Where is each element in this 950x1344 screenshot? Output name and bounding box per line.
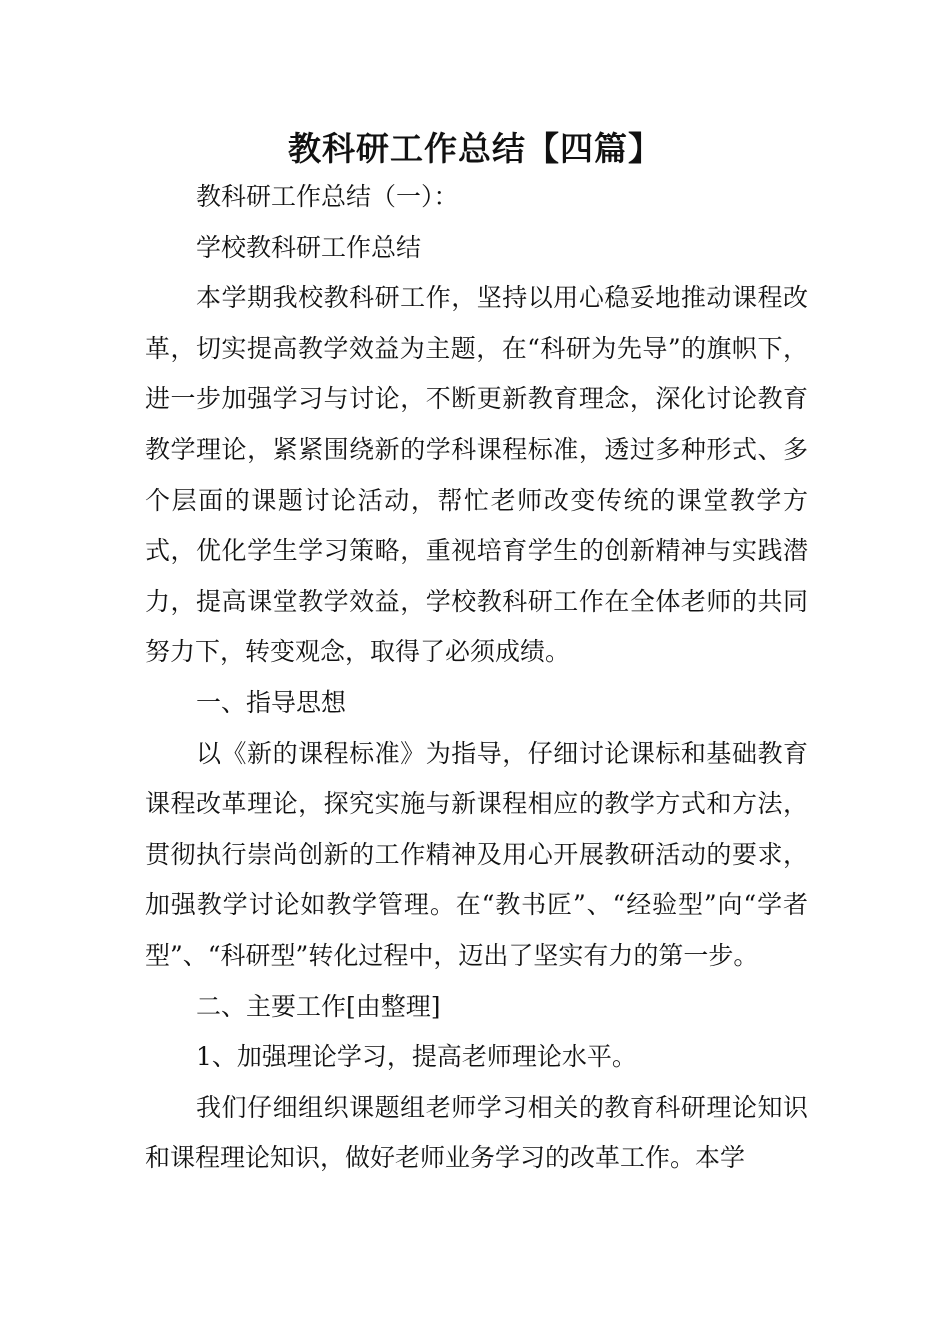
- document-body: [145, 172, 808, 1184]
- section-heading: 二、主要工作[由整理]: [196, 991, 441, 1021]
- section-heading: 教科研工作总结（一）：: [196, 182, 459, 211]
- paragraph: 以《新的课程标准》为指导，仔细讨论课标和基础教育课程改革理论，探究实施与新课程相应的教学方式和方法，贯彻执行崇尚创新的工作精神及用心开展教研活动的要求，加强教学讨论如教学管理。在“教书匠”、“经验型”向“学者型”、“科研型”转化过程中，迈出了坚实有力的第一步。: [145, 738, 808, 970]
- section-heading: 一、指导思想: [196, 687, 347, 717]
- paragraph: 本学期我校教科研工作，坚持以用心稳妥地推动课程改革，切实提高教学效益为主题，在“科研为先导”的旗帜下，进一步加强学习与讨论，不断更新教育理念，深化讨论教育教学理论，紧紧围绕新的学科课程标准，透过多种形式、多个层面的课题讨论活动，帮忙老师改变传统的课堂教学方式，优化学生学习策略，重视培育学生的创新精神与实践潜力，提高课堂教学效益，学校教科研工作在全体老师的共同努力下，转变观念，取得了必须成绩。: [145, 283, 808, 667]
- subtitle: 学校教科研工作总结: [196, 232, 422, 262]
- subsection-heading: 1、加强理论学习，提高老师理论水平。: [196, 1042, 637, 1072]
- document-title: 教科研工作总结【四篇】: [288, 129, 662, 168]
- paragraph: 我们仔细组织课题组老师学习相关的教育科研理论知识和课程理论知识，做好老师业务学习的改革工作。本学: [145, 1092, 808, 1173]
